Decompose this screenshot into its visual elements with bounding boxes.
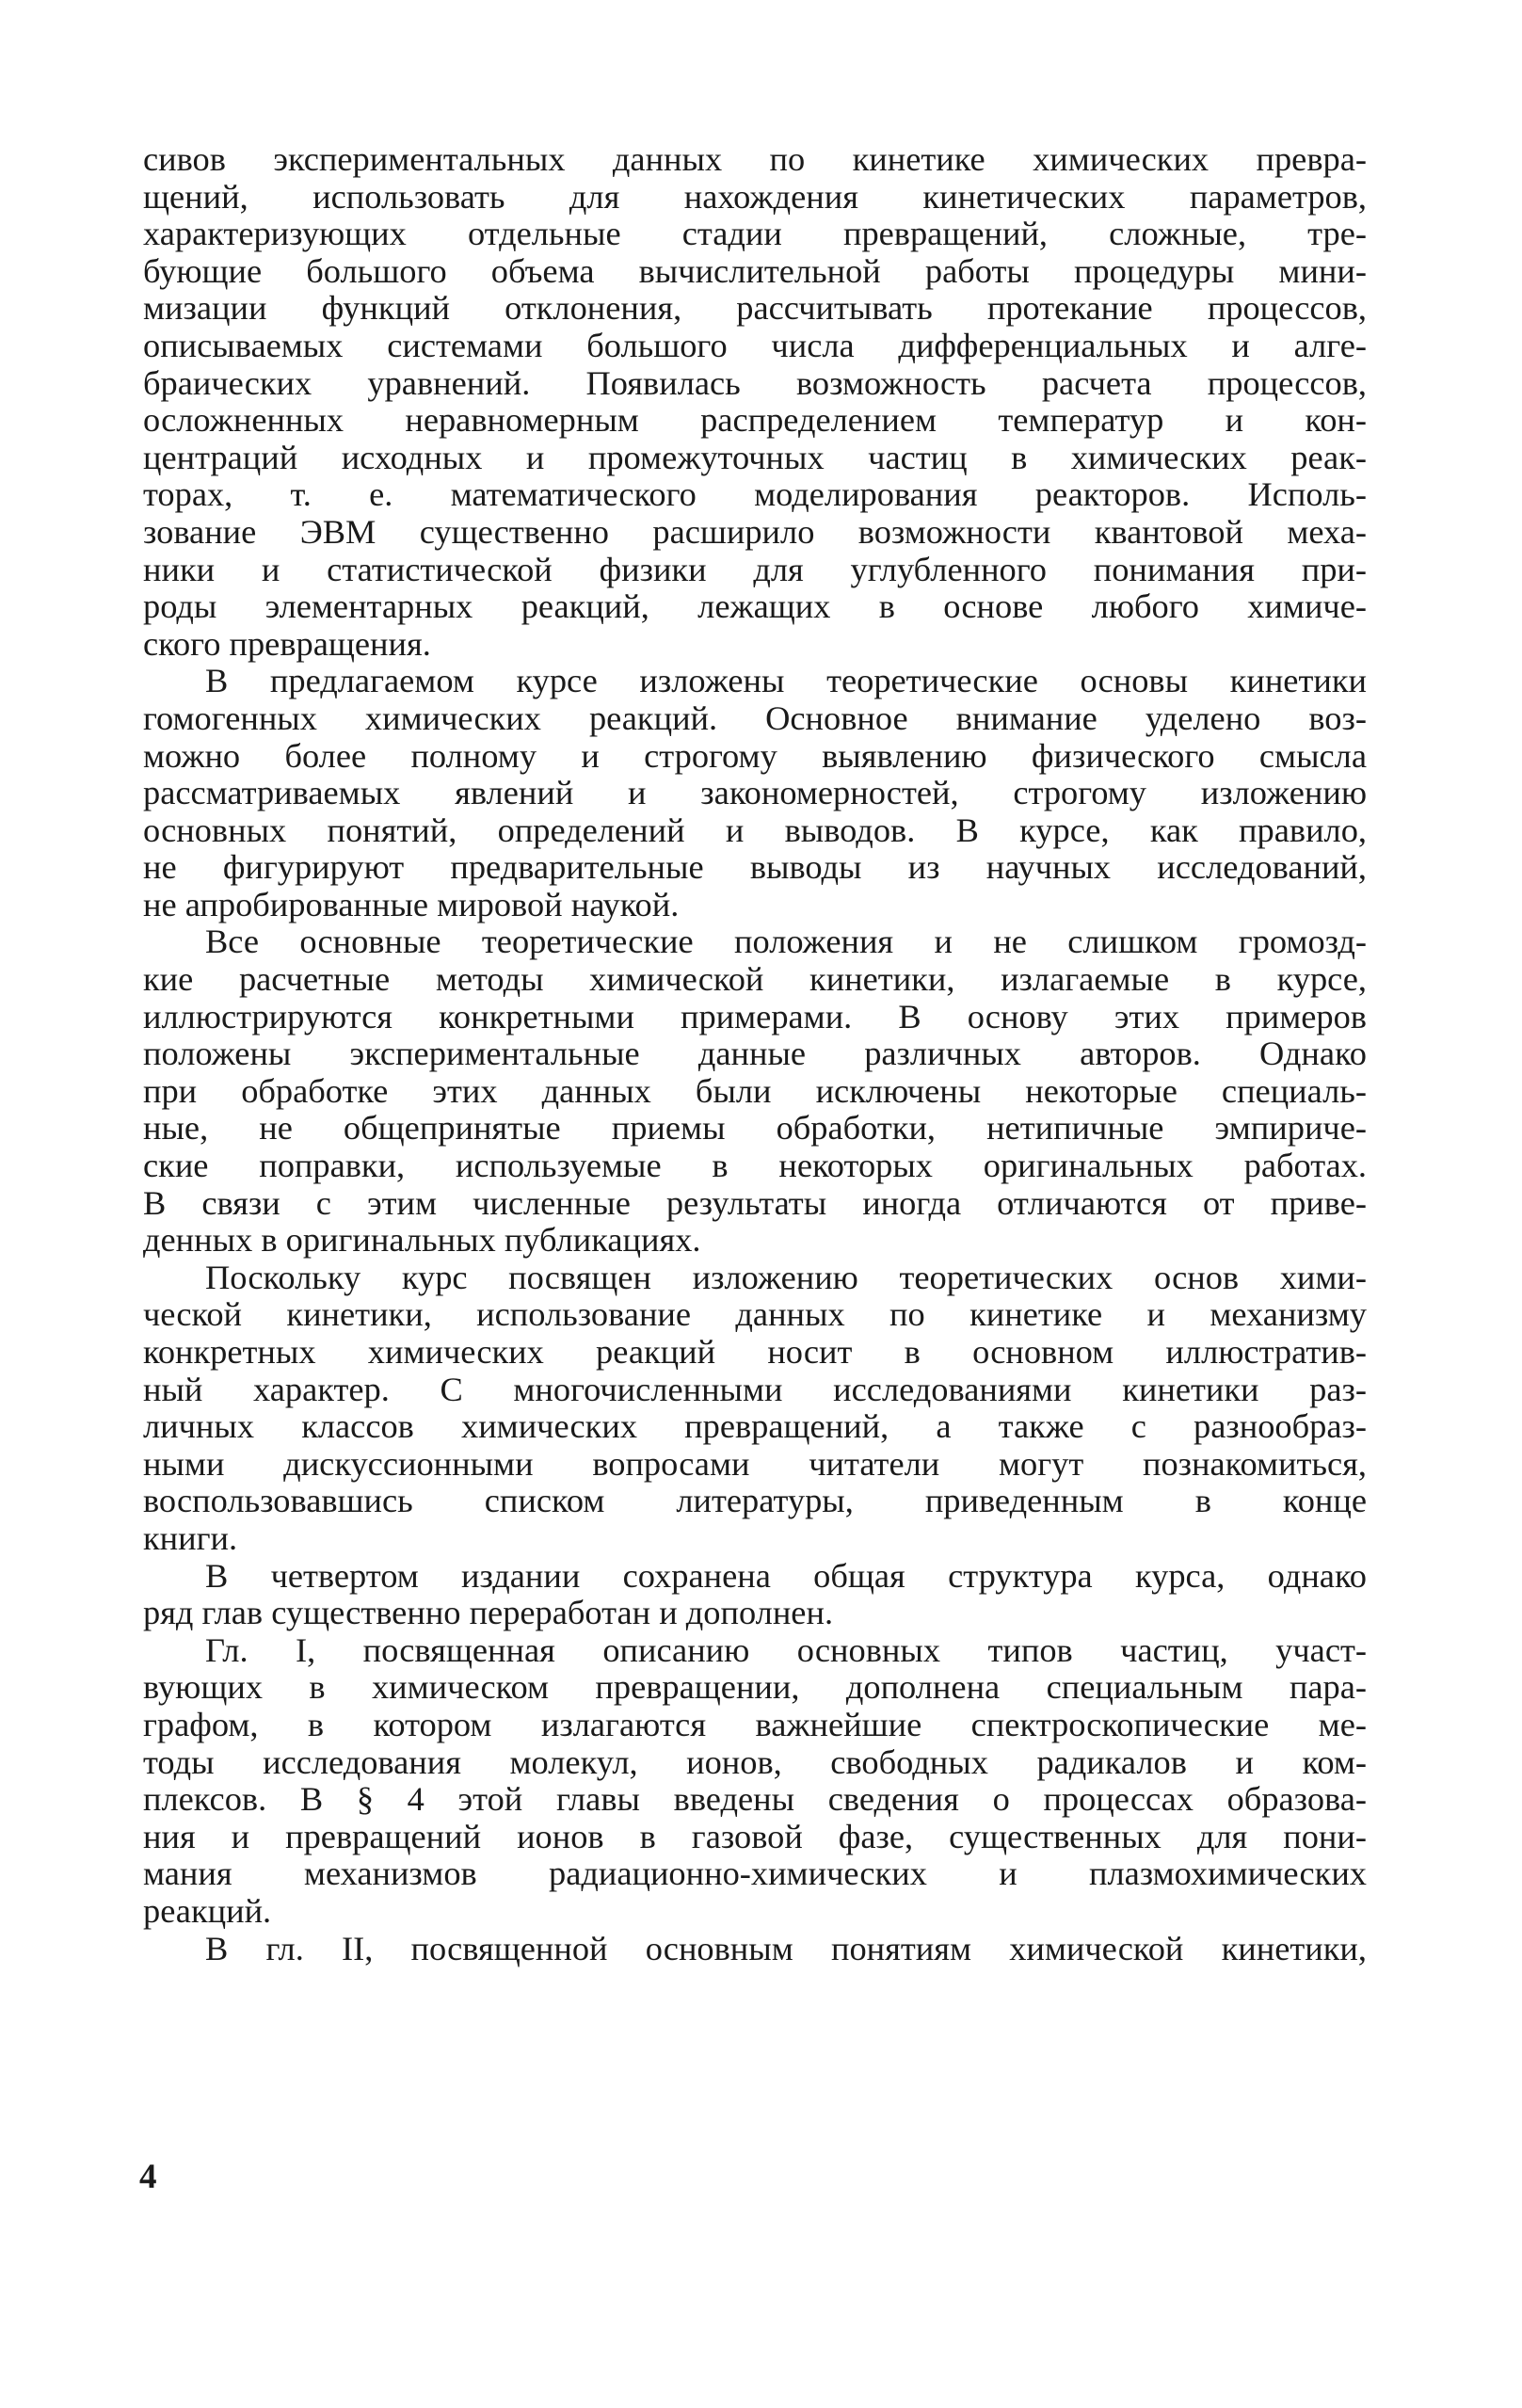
text-line: ные, не общепринятые приемы обработки, нетипичные эмпириче- bbox=[143, 1109, 1367, 1148]
text-line: кие расчетные методы химической кинетики, излагаемые в курсе, bbox=[143, 960, 1367, 999]
text-line: графом, в котором излагаются важнейшие спектроскопические ме- bbox=[143, 1705, 1367, 1743]
page-number: 4 bbox=[139, 2158, 157, 2196]
text-line: гомогенных химических реакций. Основное внимание уделено воз- bbox=[143, 698, 1367, 737]
text-line: зование ЭВМ существенно расширило возможности квантовой меха- bbox=[143, 512, 1367, 551]
text-line: роды элементарных реакций, лежащих в основе любого химиче- bbox=[143, 587, 1367, 626]
text-line: щений, использовать для нахождения кинетических параметров, bbox=[143, 177, 1367, 216]
text-line: плексов. В § 4 этой главы введены сведения о процессах образова- bbox=[143, 1780, 1367, 1819]
text-line: браических уравнений. Появилась возможность расчета процессов, bbox=[143, 363, 1367, 402]
text-line: В предлагаемом курсе изложены теоретические основы кинетики bbox=[205, 662, 1367, 700]
paragraph bbox=[143, 1632, 1367, 1931]
text-line: вующих в химическом превращении, дополнена специальным пара- bbox=[143, 1668, 1367, 1707]
text-line: ского превращения. bbox=[143, 624, 431, 663]
text-line: Все основные теоретические положения и не слишком громозд- bbox=[205, 923, 1367, 961]
text-line: рассматриваемых явлений и закономерностей, строгому изложению bbox=[143, 774, 1367, 812]
paragraph bbox=[143, 923, 1367, 1259]
text-line: ными дискуссионными вопросами читатели могут познакомиться, bbox=[143, 1444, 1367, 1483]
text-line: центраций исходных и промежуточных частиц в химических реак- bbox=[143, 438, 1367, 476]
text-line: реакций. bbox=[143, 1891, 272, 1930]
text-line: положены экспериментальные данные различных авторов. Однако bbox=[143, 1035, 1367, 1073]
text-line: Гл. I, посвященная описанию основных типов частиц, участ- bbox=[205, 1630, 1367, 1669]
text-line: основных понятий, определений и выводов. В курсе, как правило, bbox=[143, 811, 1367, 849]
text-line: воспользовавшись списком литературы, приведенным в конце bbox=[143, 1482, 1367, 1520]
text-line: описываемых системами большого числа дифференциальных и алге- bbox=[143, 326, 1367, 364]
text-line: при обработке этих данных были исключены некоторые специаль- bbox=[143, 1071, 1367, 1110]
text-line: В четвертом издании сохранена общая структура курса, однако bbox=[205, 1556, 1367, 1595]
page-body-text bbox=[143, 141, 1367, 1967]
text-line: мизации функций отклонения, рассчитывать протекание процессов, bbox=[143, 289, 1367, 328]
text-line: личных классов химических превращений, а также с разнообраз- bbox=[143, 1407, 1367, 1446]
text-line: можно более полному и строгому выявлению физического смысла bbox=[143, 736, 1367, 775]
text-line: сивов экспериментальных данных по кинетике химических превра- bbox=[143, 140, 1367, 178]
paragraph bbox=[143, 1260, 1367, 1558]
text-line: бующие большого объема вычислительной работы процедуры мини- bbox=[143, 251, 1367, 290]
text-line: конкретных химических реакций носит в основном иллюстратив- bbox=[143, 1333, 1367, 1371]
text-line: ские поправки, используемые в некоторых оригинальных работах. bbox=[143, 1147, 1367, 1185]
text-line: не фигурируют предварительные выводы из научных исследований, bbox=[143, 848, 1367, 887]
text-line: В гл. II, посвященной основным понятиям химической кинетики, bbox=[205, 1929, 1367, 1967]
paragraph bbox=[143, 663, 1367, 923]
paragraph bbox=[143, 1931, 1367, 1968]
text-line: мания механизмов радиационно-химических и плазмохимических bbox=[143, 1854, 1367, 1893]
text-line: книги. bbox=[143, 1518, 238, 1557]
text-line: тоды исследования молекул, ионов, свободных радикалов и ком- bbox=[143, 1742, 1367, 1781]
text-line: ческой кинетики, использование данных по кинетике и механизму bbox=[143, 1295, 1367, 1334]
text-line: ряд глав существенно переработан и дополнен. bbox=[143, 1594, 834, 1632]
text-line: осложненных неравномерным распределением температур и кон- bbox=[143, 401, 1367, 440]
paragraph bbox=[143, 141, 1367, 663]
text-line: характеризующих отдельные стадии превращений, сложные, тре- bbox=[143, 215, 1367, 253]
text-line: В связи с этим численные результаты иногда отличаются от приве- bbox=[143, 1183, 1367, 1222]
text-line: ния и превращений ионов в газовой фазе, существенных для пони- bbox=[143, 1817, 1367, 1855]
text-line: ники и статистической физики для углубленного понимания при- bbox=[143, 550, 1367, 588]
paragraph bbox=[143, 1558, 1367, 1632]
text-line: ный характер. С многочисленными исследованиями кинетики раз- bbox=[143, 1370, 1367, 1408]
text-line: денных в оригинальных публикациях. bbox=[143, 1221, 701, 1260]
text-line: иллюстрируются конкретными примерами. В основу этих примеров bbox=[143, 997, 1367, 1035]
text-line: торах, т. е. математического моделирования реакторов. Исполь- bbox=[143, 475, 1367, 514]
text-line: не апробированные мировой наукой. bbox=[143, 885, 680, 923]
text-line: Поскольку курс посвящен изложению теоретических основ хими- bbox=[205, 1258, 1367, 1296]
